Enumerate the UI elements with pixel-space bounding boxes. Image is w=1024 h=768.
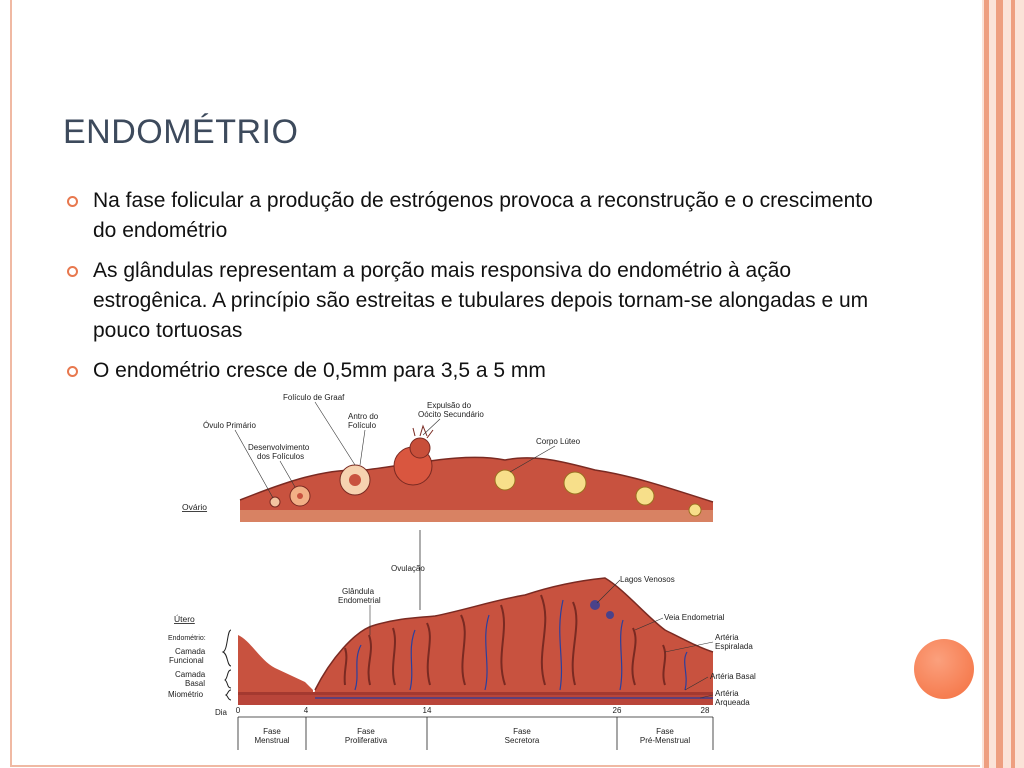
label-miometrio: Miométrio — [168, 690, 204, 699]
phase-proliferativa-line1: Fase — [357, 727, 375, 736]
label-veia-endometrial: Veia Endometrial — [664, 613, 725, 622]
phase-secretora-line1: Fase — [513, 727, 531, 736]
tick-day-28: 28 — [700, 706, 710, 715]
slide-title: ENDOMÉTRIO — [63, 113, 299, 151]
decorative-stripes — [982, 0, 1024, 768]
label-ovario: Ovário — [182, 502, 208, 512]
bullet-text: Na fase folicular a produção de estrógenos provoca a reconstrução e o crescimento do endométrio — [93, 189, 873, 242]
label-endometrio: Endométrio: — [168, 635, 206, 642]
label-expulsao-line1: Expulsão do — [427, 401, 472, 410]
phase-pre-menstrual-line1: Fase — [656, 727, 674, 736]
decorative-circle — [914, 639, 974, 699]
stripe — [984, 0, 989, 768]
bullet-list — [66, 186, 896, 396]
bullet-item — [66, 256, 896, 346]
tick-day-26: 26 — [612, 706, 622, 715]
label-dia: Dia — [215, 708, 228, 717]
label-arteria-espiralada-line2: Espiralada — [715, 642, 753, 651]
label-camada-basal-line2: Basal — [185, 679, 206, 688]
label-utero: Útero — [174, 614, 195, 624]
bullet-item — [66, 186, 896, 246]
label-desenvolvimento-line2: dos Folículos — [257, 452, 305, 461]
label-desenvolvimento-line1: Desenvolvimento — [248, 443, 310, 452]
label-arteria-basal: Artéria Basal — [710, 672, 756, 681]
bullet-text: As glândulas representam a porção mais responsiva do endométrio à ação estrogênica. A princípio são estreitas e tubulares depois tornam-se alongadas e um pouco tortuosas — [93, 259, 869, 342]
menstrual-cycle-diagram — [165, 390, 785, 755]
label-expulsao-line2: Oócito Secundário — [418, 410, 484, 419]
phase-pre-menstrual-line2: Pré-Menstrual — [639, 736, 691, 745]
bullet-circle-icon — [67, 196, 78, 207]
bullet-circle-icon — [67, 266, 78, 277]
label-camada-basal-line1: Camada — [175, 670, 206, 679]
label-ovulo-primario: Óvulo Primário — [203, 421, 256, 430]
phase-proliferativa-line2: Proliferativa — [344, 736, 388, 745]
label-glandula-line2: Endometrial — [338, 596, 381, 605]
label-arteria-arqueada-line2: Arqueada — [715, 698, 750, 707]
stripe — [996, 0, 1003, 768]
label-antro-line2: Folículo — [348, 421, 377, 430]
bullet-text: O endométrio cresce de 0,5mm para 3,5 a 5 mm — [93, 359, 546, 382]
layer-braces — [223, 630, 231, 700]
tick-day-0: 0 — [235, 706, 241, 715]
ovary-illustration — [240, 426, 713, 522]
phase-dividers — [238, 717, 713, 750]
label-corpo-luteo: Corpo Lúteo — [536, 437, 581, 446]
label-lagos-venosos: Lagos Venosos — [620, 575, 675, 584]
label-camada-funcional-line1: Camada — [175, 647, 206, 656]
bullet-item — [66, 356, 896, 386]
label-arteria-espiralada-line1: Artéria — [715, 633, 739, 642]
tick-day-4: 4 — [303, 706, 309, 715]
label-foliculo-graaf: Folículo de Graaf — [283, 393, 345, 402]
label-arteria-arqueada-line1: Artéria — [715, 689, 739, 698]
phase-menstrual-line2: Menstrual — [254, 736, 290, 745]
bullet-circle-icon — [67, 366, 78, 377]
stripe — [1011, 0, 1015, 768]
label-camada-funcional-line2: Funcional — [169, 656, 204, 665]
phase-secretora-line2: Secretora — [504, 736, 540, 745]
uterus-illustration — [238, 578, 713, 705]
tick-day-14: 14 — [422, 706, 432, 715]
phase-menstrual-line1: Fase — [263, 727, 281, 736]
label-ovulacao: Ovulação — [391, 564, 425, 573]
label-glandula-line1: Glândula — [342, 587, 375, 596]
label-antro-line1: Antro do — [348, 412, 379, 421]
